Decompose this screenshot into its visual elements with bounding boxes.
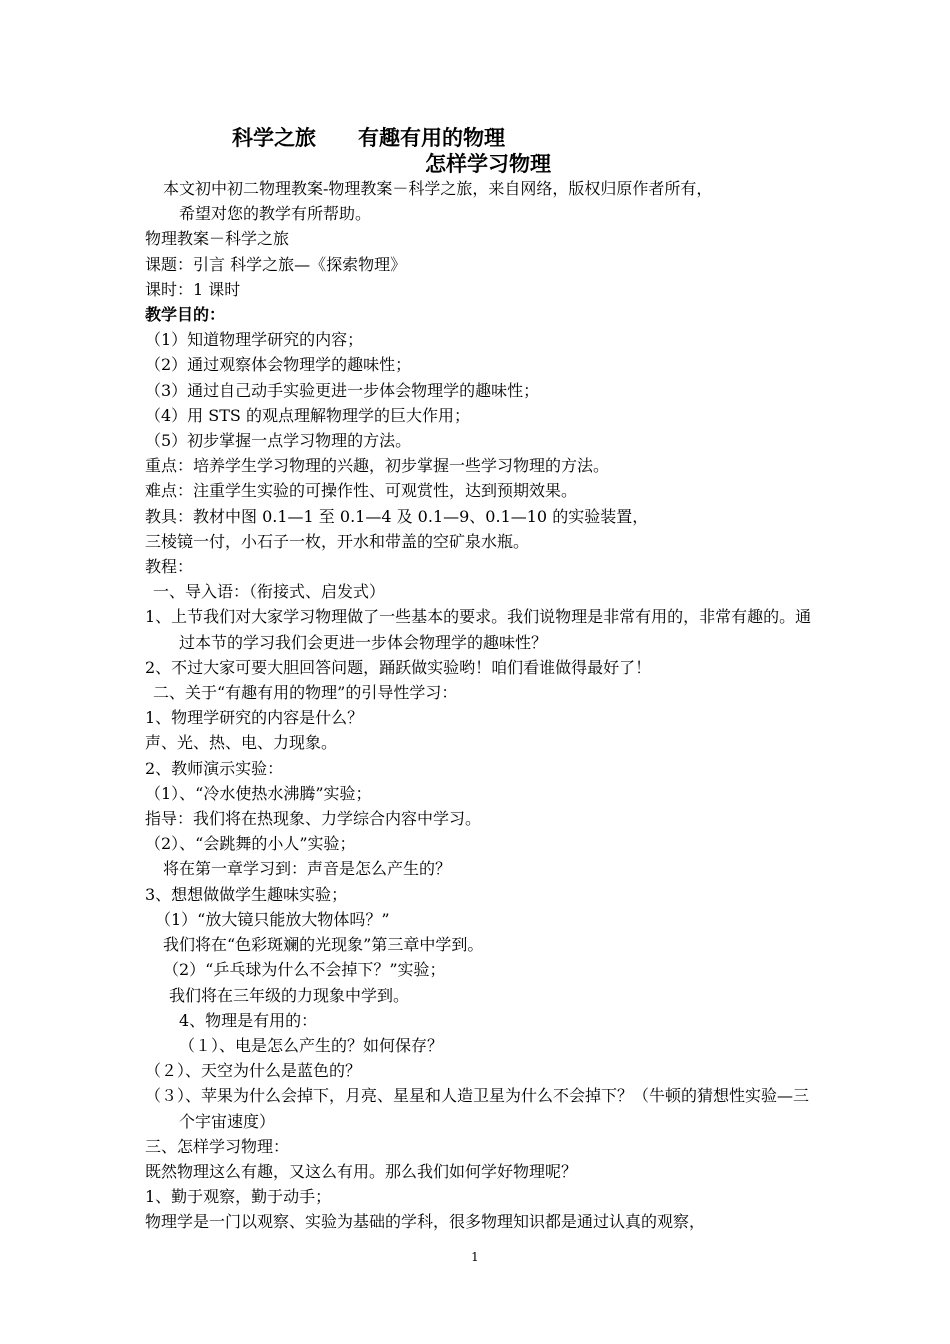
demo-1-note: 指导：我们将在热现象、力学综合内容中学习。 [145, 809, 482, 829]
question-3: 3、想想做做学生趣味实验； [145, 884, 348, 904]
section-2-heading: 二、关于“有趣有用的物理”的引导性学习： [153, 683, 458, 703]
student-exp-1: （1）“放大镜只能放大物体吗？” [155, 909, 390, 929]
section-1-paragraph-2: 2、不过大家可要大胆回答问题，踊跃做实验哟！咱们看谁做得最好了！ [145, 657, 652, 677]
difficulty: 难点：注重学生实验的可操作性、可观赏性，达到预期效果。 [145, 481, 578, 501]
title-line-1: 科学之旅 有趣有用的物理 [232, 125, 505, 150]
demo-1: （1）、“冷水使热水沸腾”实验； [145, 783, 372, 803]
section-1-paragraph-1: 1、上节我们对大家学习物理做了一些基本的要求。我们说物理是非常有用的，非常有趣的。通过本节的学习我们会更进一步体会物理学的趣味性？ [145, 607, 812, 652]
objective-item: （2）通过观察体会物理学的趣味性； [145, 355, 412, 375]
answer-1: 声、光、热、电、力现象。 [145, 733, 338, 753]
section-3-paragraph-3: 物理学是一门以观察、实验为基础的学科，很多物理知识都是通过认真的观察， [145, 1212, 706, 1232]
objective-item: （1）知道物理学研究的内容； [145, 330, 364, 350]
plan-heading: 物理教案－科学之旅 [145, 229, 290, 249]
student-exp-1-note: 我们将在“色彩斑斓的光现象”第三章中学到。 [163, 935, 484, 955]
section-1-heading: 一、导入语：（衔接式、启发式） [153, 582, 386, 602]
section-3-paragraph-1: 既然物理这么有趣，又这么有用。那么我们如何学好物理呢？ [145, 1161, 578, 1181]
question-2: 2、教师演示实验： [145, 758, 284, 778]
question-4: 4、物理是有用的： [179, 1010, 318, 1030]
section-3-heading: 三、怎样学习物理： [145, 1136, 290, 1156]
use-2: （２）、天空为什么是蓝色的？ [145, 1061, 362, 1081]
plan-topic: 课题：引言 科学之旅—《探索物理》 [145, 254, 407, 274]
demo-2-note: 将在第一章学习到：声音是怎么产生的？ [163, 859, 452, 879]
title-line-2: 怎样学习物理 [425, 151, 551, 176]
section-3-paragraph-2: 1、勤于观察，勤于动手； [145, 1187, 332, 1207]
page-number: 1 [471, 1250, 479, 1264]
objective-item: （4）用 STS 的观点理解物理学的巨大作用； [145, 405, 470, 425]
tools-line-1: 教具：教材中图 0.1—1 至 0.1—4 及 0.1—9、0.1—10 的实验装置， [145, 506, 649, 526]
student-exp-2: （2）“乒乓球为什么不会掉下？”实验； [163, 960, 446, 980]
use-1: （１）、电是怎么产生的？如何保存？ [179, 1035, 444, 1055]
question-1: 1、物理学研究的内容是什么？ [145, 708, 364, 728]
use-3: （３）、苹果为什么会掉下，月亮、星星和人造卫星为什么不会掉下？（牛顿的猜想性实验—三个宇宙速度） [145, 1086, 810, 1131]
process-heading: 教程： [145, 557, 194, 577]
objectives-heading: 教学目的： [145, 305, 226, 325]
intro-line-2: 希望对您的教学有所帮助。 [179, 204, 372, 224]
tools-line-2: 三棱镜一付，小石子一枚，开水和带盖的空矿泉水瓶。 [145, 531, 530, 551]
intro-line-1: 本文初中初二物理教案-物理教案－科学之旅，来自网络，版权归原作者所有， [163, 179, 713, 198]
student-exp-2-note: 我们将在三年级的力现象中学到。 [169, 985, 410, 1005]
demo-2: （2）、“会跳舞的小人”实验； [145, 834, 356, 854]
plan-hours: 课时：1 课时 [145, 279, 241, 299]
objective-item: （3）通过自己动手实验更进一步体会物理学的趣味性； [145, 380, 540, 400]
document-body [145, 176, 815, 1235]
objective-item: （5）初步掌握一点学习物理的方法。 [145, 431, 412, 451]
key-point: 重点：培养学生学习物理的兴趣，初步掌握一些学习物理的方法。 [145, 456, 610, 476]
